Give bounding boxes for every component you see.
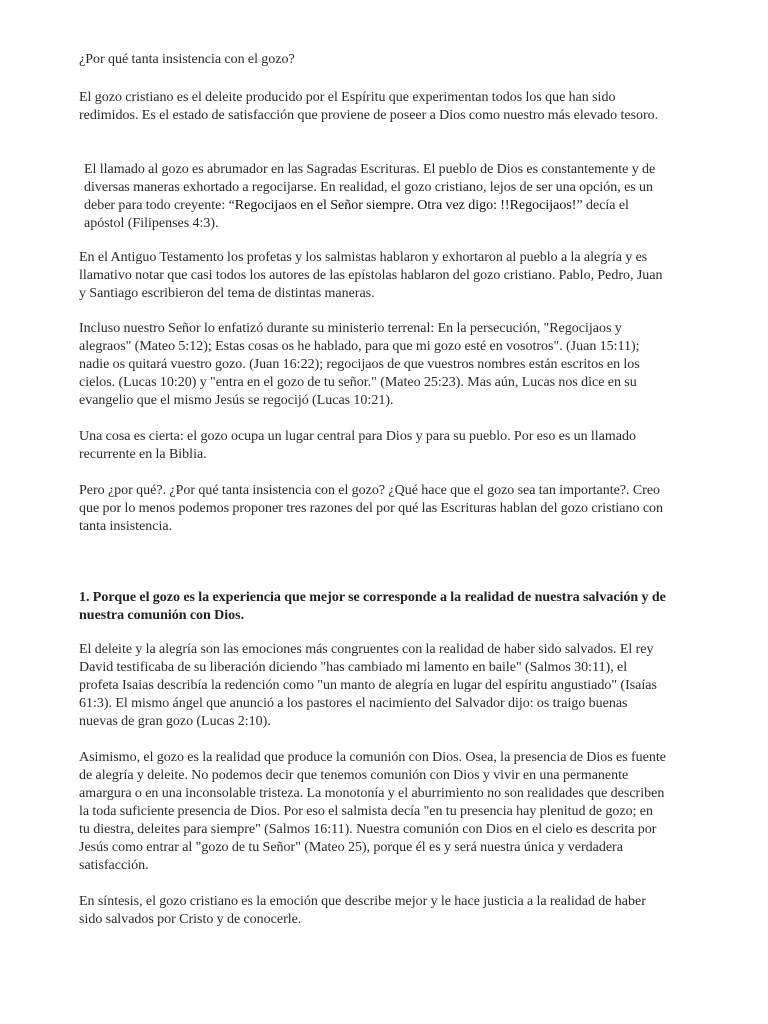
- why-question-paragraph: Pero ¿por qué?. ¿Por qué tanta insistencia con el gozo? ¿Qué hace que el gozo sea tan importante?. Creo que por lo menos podemos proponer tres razones del por qué las Escrituras hablan del gozo cristiano con tanta insistencia.: [79, 483, 664, 534]
- intro-paragraph: El gozo cristiano es el deleite producido por el Espíritu que experimentan todos los que han sido redimidos. Es el estado de satisfacción que proviene de poseer a Dios como nuestro más elevado tesoro.: [79, 90, 659, 123]
- quote-paragraph-quotation: Regocijaos en el Señor siempre. Otra vez digo: !!Regocijaos!: [234, 198, 577, 213]
- old-testament-paragraph: En el Antiguo Testamento los profetas y los salmistas hablaron y exhortaron al pueblo a la alegría y es llamativo notar que casi todos los autores de las epístolas hablaron del gozo cristiano. Pablo, Pedro, Juan y Santiago escribieron del tema de distintas maneras.: [79, 250, 663, 301]
- quote-paragraph-citation: ” decía el apóstol (Filipenses 4:3).: [84, 198, 629, 231]
- quote-paragraph: [84, 161, 670, 233]
- section-1-delight-paragraph: El deleite y la alegría son las emociones más congruentes con la realidad de haber sido salvados. El rey David testificaba de su liberación diciendo "has cambiado mi lamento en baile" (Salmos 30:11), el profeta Isaias describía la redención como "un manto de alegría en lugar del espíritu angustiado" (Isaías 61:3). El mismo ángel que anunció a los pastores el nacimiento del Salvador dijo: os traigo buenas nuevas de gran gozo (Lucas 2:10).: [79, 642, 657, 729]
- jesus-ministry-paragraph: Incluso nuestro Señor lo enfatizó durante su ministerio terrenal: En la persecución, "Regocijaos y alegraos" (Mateo 5:12); Estas cosas os he hablado, para que mi gozo esté en vosotros". (Juan 15:11); nadie os quitará vuestro gozo. (Juan 16:22); regocijaos de que vuestros nombres están escritos en los cielos. (Lucas 10:20) y "entra en el gozo de tu señor." (Mateo 25:23). Mas aún, Lucas nos dice en su evangelio que el mismo Jesús se regocijó (Lucas 10:21).: [79, 321, 640, 408]
- central-place-paragraph: Una cosa es cierta: el gozo ocupa un lugar central para Dios y para su pueblo. Por eso es un llamado recurrente en la Biblia.: [79, 429, 636, 462]
- section-1-communion-paragraph: Asimismo, el gozo es la realidad que produce la comunión con Dios. Osea, la presencia de Dios es fuente de alegría y deleite. No podemos decir que tenemos comunión con Dios y vivir en una permanente amargura o en una inconsolable tristeza. La monotonía y el aburrimiento no son realidades que describen la toda suficiente presencia de Dios. Por eso el salmista decía "en tu presencia hay plenitud de gozo; en tu diestra, deleites para siempre" (Salmos 16:11). Nuestra comunión con Dios en el cielo es descrita por Jesús como entrar al "gozo de tu Señor" (Mateo 25), porque él es y será nuestra única y verdadera satisfacción.: [79, 750, 666, 873]
- quote-paragraph-lead: El llamado al gozo es abrumador en las Sagradas Escrituras. El pueblo de Dios es constantemente y de diversas maneras exhortado a regocijarse. En realidad, el gozo cristiano, lejos de ser una opción, es un deber para todo creyente: “: [84, 162, 656, 213]
- section-1-synthesis-paragraph: En síntesis, el gozo cristiano es la emoción que describe mejor y le hace justicia a la realidad de haber sido salvados por Cristo y de conocerle.: [79, 894, 646, 927]
- document-title: ¿Por qué tanta insistencia con el gozo?: [79, 52, 295, 67]
- section-1-heading: 1. Porque el gozo es la experiencia que mejor se corresponde a la realidad de nuestra salvación y de nuestra comunión con Dios.: [79, 590, 666, 623]
